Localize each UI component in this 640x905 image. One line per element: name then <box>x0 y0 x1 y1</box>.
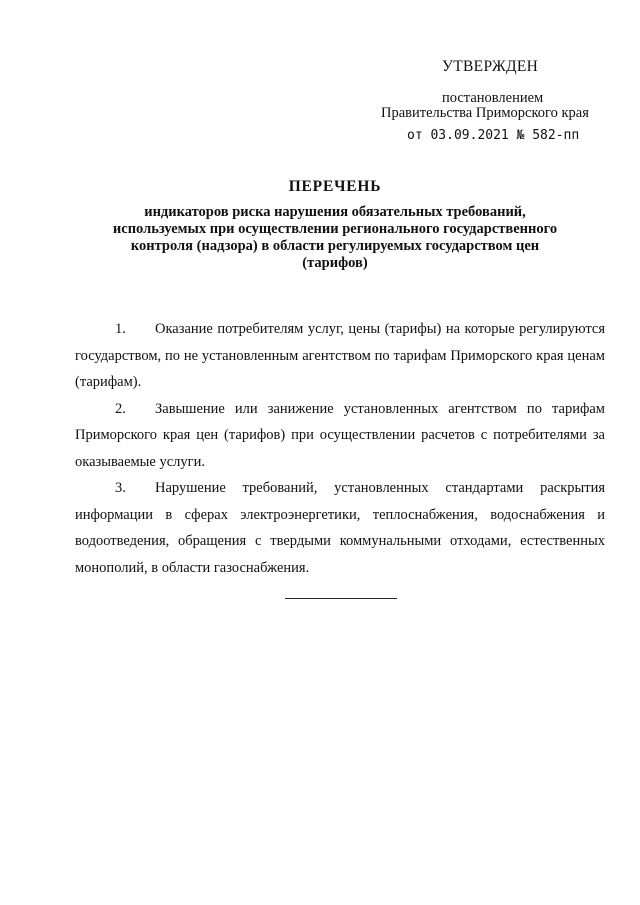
list-item <box>75 396 605 476</box>
list-item <box>75 475 605 581</box>
government-label: Правительства Приморского края <box>381 105 589 121</box>
item-text: Завышение или занижение установленных агентством по тарифам Приморского края цен (тарифов) при осуществлении расчетов с потребителями за оказываемые услуги. <box>75 400 605 470</box>
item-text: Нарушение требований, установленных стандартами раскрытия информации в сферах электроэнергетики, теплоснабжения, водоснабжения и водоотведения, обращения с твердыми коммунальными отходами, естественных монополий, в области газоснабжения. <box>75 480 605 576</box>
document-title: ПЕРЕЧЕНЬ <box>288 178 382 195</box>
item-number: 3. <box>115 480 126 496</box>
end-divider <box>285 598 397 599</box>
list-item <box>75 316 605 396</box>
item-number: 1. <box>115 321 126 337</box>
document-heading <box>60 178 610 272</box>
approved-label: УТВЕРЖДЕН <box>442 58 539 75</box>
indicator-list <box>75 316 605 581</box>
resolution-label: постановлением <box>442 90 544 106</box>
item-text: Оказание потребителям услуг, цены (тарифы) на которые регулируются государством, по не установленным агентством по тарифам Приморского края ценам (тарифам). <box>75 321 605 390</box>
document-subtitle: индикаторов риска нарушения обязательных требований, используемых при осуществлении регионального государственного контроля (надзора) в области регулируемых государством цен (тарифов) <box>112 204 558 271</box>
item-number: 2. <box>115 400 126 417</box>
resolution-date-number: от 03.09.2021 № 582-пп <box>407 128 580 143</box>
